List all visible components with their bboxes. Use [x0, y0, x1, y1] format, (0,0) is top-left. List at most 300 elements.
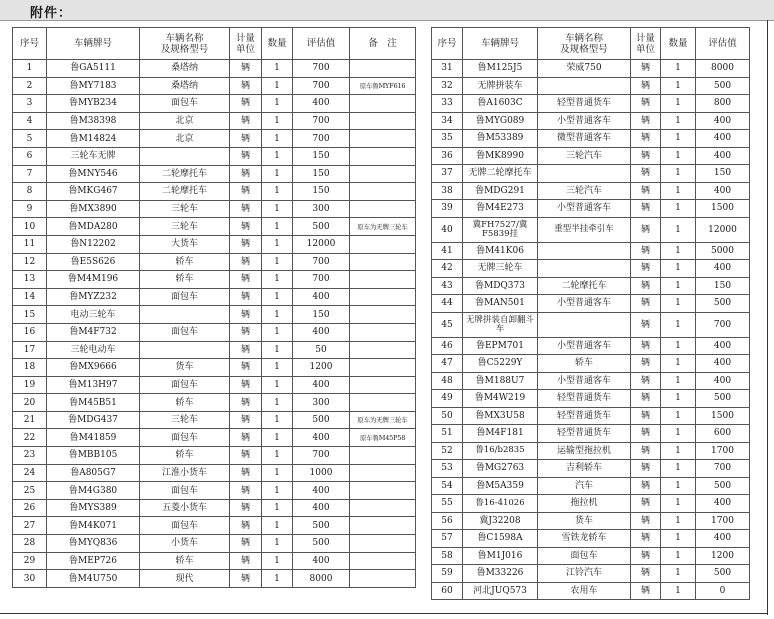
table-row	[13, 341, 416, 359]
cell-unit: 辆	[631, 217, 661, 242]
cell-plate: 鲁M4W219	[463, 390, 538, 408]
cell-value: 400	[293, 429, 350, 447]
cell-qty: 1	[661, 337, 696, 355]
cell-unit: 辆	[631, 565, 661, 583]
cell-value: 150	[696, 165, 750, 183]
cell-qty: 1	[661, 460, 696, 478]
cell-model: 三轮车	[140, 200, 230, 218]
cell-value: 400	[293, 323, 350, 341]
col-header-seq: 序号	[432, 28, 463, 60]
cell-qty: 1	[661, 165, 696, 183]
cell-remark	[350, 359, 416, 377]
cell-value: 400	[696, 530, 750, 548]
cell-model	[538, 77, 631, 95]
cell-unit: 辆	[631, 407, 661, 425]
cell-no: 51	[432, 425, 463, 443]
cell-qty: 1	[262, 306, 293, 324]
cell-value: 150	[293, 147, 350, 165]
table-row	[13, 288, 416, 306]
cell-qty: 1	[262, 130, 293, 148]
cell-model: 三轮汽车	[538, 182, 631, 200]
cell-no: 58	[432, 547, 463, 565]
table-row	[13, 218, 416, 236]
cell-qty: 1	[262, 147, 293, 165]
table-row	[13, 253, 416, 271]
cell-no: 6	[13, 147, 47, 165]
col-header-unit: 计量 单位	[230, 28, 262, 60]
table-row	[432, 130, 750, 148]
table-row	[432, 425, 750, 443]
cell-model: 荣威750	[538, 60, 631, 78]
table-row	[432, 495, 750, 513]
table-row	[432, 372, 750, 390]
table-row	[432, 200, 750, 218]
cell-remark	[350, 341, 416, 359]
table-row	[13, 552, 416, 570]
col-header-plate: 车辆牌号	[463, 28, 538, 60]
cell-no: 8	[13, 183, 47, 201]
cell-model: 现代	[140, 570, 230, 588]
cell-plate: 鲁M38398	[47, 112, 140, 130]
cell-qty: 1	[262, 95, 293, 113]
cell-model	[538, 242, 631, 260]
table-row	[432, 355, 750, 373]
cell-remark	[350, 147, 416, 165]
table-row	[432, 312, 750, 337]
cell-qty: 1	[661, 372, 696, 390]
cell-no: 16	[13, 323, 47, 341]
cell-no: 1	[13, 60, 47, 78]
cell-unit: 辆	[230, 535, 262, 553]
cell-value: 700	[293, 60, 350, 78]
table-row	[13, 60, 416, 78]
cell-unit: 辆	[631, 277, 661, 295]
cell-model: 五菱小货车	[140, 499, 230, 517]
table-row	[432, 390, 750, 408]
cell-no: 39	[432, 200, 463, 218]
cell-plate: 鲁M13H97	[47, 376, 140, 394]
cell-remark	[350, 447, 416, 465]
table-row	[13, 165, 416, 183]
cell-plate: 无牌二轮摩托车	[463, 165, 538, 183]
cell-qty: 1	[262, 535, 293, 553]
cell-plate: 鲁MYZ232	[47, 288, 140, 306]
cell-unit: 辆	[230, 447, 262, 465]
cell-value: 500	[696, 77, 750, 95]
cell-plate: 无牌拼装自卸翻斗车	[463, 312, 538, 337]
cell-model: 面包车	[140, 323, 230, 341]
cell-unit: 辆	[631, 130, 661, 148]
cell-value: 800	[696, 95, 750, 113]
table-row	[13, 517, 416, 535]
table-row	[13, 323, 416, 341]
cell-remark	[350, 95, 416, 113]
cell-plate: 鲁M45B51	[47, 394, 140, 412]
cell-qty: 1	[262, 447, 293, 465]
cell-no: 52	[432, 442, 463, 460]
cell-unit: 辆	[631, 242, 661, 260]
attachment-title: 附件：	[30, 6, 73, 21]
cell-no: 31	[432, 60, 463, 78]
table-row	[13, 271, 416, 289]
cell-plate: 鲁M4K071	[47, 517, 140, 535]
cell-plate: 鲁MYB234	[47, 95, 140, 113]
table-row	[432, 217, 750, 242]
table-row	[13, 77, 416, 95]
cell-plate: 鲁C1598A	[463, 530, 538, 548]
cell-model: 二轮摩托车	[538, 277, 631, 295]
cell-value: 1000	[293, 464, 350, 482]
cell-model: 拖拉机	[538, 495, 631, 513]
cell-plate: 三轮电动车	[47, 341, 140, 359]
cell-qty: 1	[262, 271, 293, 289]
cell-value: 1500	[696, 407, 750, 425]
cell-remark	[350, 499, 416, 517]
cell-unit: 辆	[631, 147, 661, 165]
cell-qty: 1	[661, 277, 696, 295]
cell-no: 33	[432, 95, 463, 113]
cell-qty: 1	[262, 235, 293, 253]
cell-unit: 辆	[230, 130, 262, 148]
table-row	[432, 477, 750, 495]
cell-qty: 1	[262, 288, 293, 306]
cell-qty: 1	[661, 147, 696, 165]
cell-plate: 冀J32208	[463, 512, 538, 530]
cell-qty: 1	[262, 323, 293, 341]
cell-value: 1200	[293, 359, 350, 377]
cell-plate: 鲁M4M196	[47, 271, 140, 289]
table-row	[13, 95, 416, 113]
cell-no: 47	[432, 355, 463, 373]
cell-value: 500	[696, 565, 750, 583]
cell-plate: 河北JUQ573	[463, 582, 538, 600]
cell-remark	[350, 552, 416, 570]
cell-value: 400	[293, 552, 350, 570]
cell-plate: 鲁MEP726	[47, 552, 140, 570]
cell-unit: 辆	[631, 260, 661, 278]
col-header-seq: 序号	[13, 28, 47, 60]
cell-no: 15	[13, 306, 47, 324]
cell-model: 货车	[538, 512, 631, 530]
cell-model: 货车	[140, 359, 230, 377]
cell-qty: 1	[661, 390, 696, 408]
cell-unit: 辆	[631, 442, 661, 460]
cell-no: 37	[432, 165, 463, 183]
cell-qty: 1	[661, 182, 696, 200]
cell-plate: 鲁E5S626	[47, 253, 140, 271]
cell-value: 0	[696, 582, 750, 600]
cell-no: 35	[432, 130, 463, 148]
cell-qty: 1	[661, 200, 696, 218]
cell-plate: 鲁EPM701	[463, 337, 538, 355]
cell-qty: 1	[661, 495, 696, 513]
cell-model: 轿车	[140, 253, 230, 271]
cell-unit: 辆	[631, 60, 661, 78]
cell-plate: 鲁C5229Y	[463, 355, 538, 373]
cell-unit: 辆	[631, 477, 661, 495]
cell-value: 500	[293, 517, 350, 535]
table-row	[432, 147, 750, 165]
cell-unit: 辆	[230, 253, 262, 271]
cell-value: 300	[293, 394, 350, 412]
cell-value: 500	[293, 411, 350, 429]
cell-plate: 鲁M53389	[463, 130, 538, 148]
cell-remark	[350, 165, 416, 183]
cell-plate: 鲁A805G7	[47, 464, 140, 482]
table-row	[432, 407, 750, 425]
cell-plate: 鲁MDA280	[47, 218, 140, 236]
cell-qty: 1	[661, 530, 696, 548]
cell-qty: 1	[661, 112, 696, 130]
col-header-plate: 车辆牌号	[47, 28, 140, 60]
cell-model: 面包车	[140, 288, 230, 306]
cell-unit: 辆	[631, 547, 661, 565]
cell-plate: 电动三轮车	[47, 306, 140, 324]
cell-value: 150	[293, 183, 350, 201]
cell-unit: 辆	[631, 182, 661, 200]
table-row	[432, 337, 750, 355]
cell-qty: 1	[661, 565, 696, 583]
cell-no: 17	[13, 341, 47, 359]
cell-no: 19	[13, 376, 47, 394]
cell-value: 500	[696, 477, 750, 495]
table-row	[13, 429, 416, 447]
cell-model	[538, 312, 631, 337]
cell-no: 36	[432, 147, 463, 165]
cell-unit: 辆	[230, 429, 262, 447]
cell-no: 5	[13, 130, 47, 148]
table-row	[432, 60, 750, 78]
cell-no: 3	[13, 95, 47, 113]
cell-model: 二轮摩托车	[140, 183, 230, 201]
cell-model: 江铃汽车	[538, 565, 631, 583]
col-header-unit: 计量 单位	[631, 28, 661, 60]
page-border-right	[767, 20, 768, 615]
cell-qty: 1	[661, 260, 696, 278]
cell-value: 300	[293, 200, 350, 218]
cell-model: 运输型拖拉机	[538, 442, 631, 460]
cell-no: 45	[432, 312, 463, 337]
cell-qty: 1	[661, 60, 696, 78]
cell-no: 22	[13, 429, 47, 447]
cell-value: 400	[696, 130, 750, 148]
cell-no: 23	[13, 447, 47, 465]
cell-unit: 辆	[230, 464, 262, 482]
cell-value: 150	[293, 306, 350, 324]
cell-remark	[350, 464, 416, 482]
cell-value: 700	[293, 112, 350, 130]
cell-no: 54	[432, 477, 463, 495]
cell-unit: 辆	[631, 460, 661, 478]
cell-value: 500	[696, 390, 750, 408]
cell-no: 18	[13, 359, 47, 377]
cell-no: 50	[432, 407, 463, 425]
col-header-value: 评估值	[293, 28, 350, 60]
cell-value: 700	[293, 271, 350, 289]
cell-no: 43	[432, 277, 463, 295]
cell-plate: 无牌三轮车	[463, 260, 538, 278]
cell-plate: 冀FH7527/冀F5839挂	[463, 217, 538, 242]
cell-remark	[350, 235, 416, 253]
cell-qty: 1	[262, 77, 293, 95]
cell-qty: 1	[661, 95, 696, 113]
cell-no: 13	[13, 271, 47, 289]
cell-qty: 1	[262, 183, 293, 201]
cell-model	[538, 165, 631, 183]
cell-no: 2	[13, 77, 47, 95]
table-row	[432, 242, 750, 260]
cell-no: 25	[13, 482, 47, 500]
cell-no: 12	[13, 253, 47, 271]
cell-remark	[350, 535, 416, 553]
cell-qty: 1	[262, 517, 293, 535]
cell-model: 轻型普通货车	[538, 407, 631, 425]
cell-plate: 鲁MDG291	[463, 182, 538, 200]
cell-unit: 辆	[631, 425, 661, 443]
cell-plate: 鲁M41K06	[463, 242, 538, 260]
cell-remark	[350, 394, 416, 412]
cell-model	[140, 306, 230, 324]
col-header-model: 车辆名称 及规格型号	[140, 28, 230, 60]
cell-no: 27	[13, 517, 47, 535]
cell-model: 微型普通客车	[538, 130, 631, 148]
cell-model	[538, 260, 631, 278]
cell-unit: 辆	[230, 60, 262, 78]
cell-model: 轿车	[140, 271, 230, 289]
cell-unit: 辆	[230, 394, 262, 412]
cell-unit: 辆	[631, 530, 661, 548]
cell-value: 400	[696, 182, 750, 200]
cell-qty: 1	[661, 355, 696, 373]
cell-model: 江淮小货车	[140, 464, 230, 482]
col-header-remark: 备 注	[350, 28, 416, 60]
cell-no: 57	[432, 530, 463, 548]
cell-model: 桑塔纳	[140, 77, 230, 95]
table-row	[432, 77, 750, 95]
cell-unit: 辆	[230, 341, 262, 359]
cell-value: 400	[696, 495, 750, 513]
cell-value: 400	[696, 260, 750, 278]
cell-unit: 辆	[230, 165, 262, 183]
cell-unit: 辆	[631, 582, 661, 600]
table-row	[13, 482, 416, 500]
cell-qty: 1	[661, 582, 696, 600]
table-row	[13, 359, 416, 377]
cell-model: 轻型普通货车	[538, 425, 631, 443]
cell-unit: 辆	[631, 77, 661, 95]
cell-unit: 辆	[230, 306, 262, 324]
cell-unit: 辆	[631, 295, 661, 313]
cell-plate: 鲁M41859	[47, 429, 140, 447]
cell-remark: 原车鲁M45P58	[350, 429, 416, 447]
col-header-model: 车辆名称 及规格型号	[538, 28, 631, 60]
cell-no: 24	[13, 464, 47, 482]
cell-unit: 辆	[230, 411, 262, 429]
cell-remark	[350, 183, 416, 201]
cell-no: 11	[13, 235, 47, 253]
cell-qty: 1	[262, 570, 293, 588]
cell-plate: 鲁GA5111	[47, 60, 140, 78]
cell-model: 三轮汽车	[538, 147, 631, 165]
table-row	[13, 306, 416, 324]
cell-model: 轻型普通货车	[538, 95, 631, 113]
table-row	[13, 535, 416, 553]
cell-value: 1500	[696, 200, 750, 218]
cell-no: 26	[13, 499, 47, 517]
cell-plate: 鲁N12202	[47, 235, 140, 253]
table-row	[13, 130, 416, 148]
cell-unit: 辆	[230, 517, 262, 535]
table-row	[432, 547, 750, 565]
cell-unit: 辆	[631, 495, 661, 513]
cell-qty: 1	[262, 499, 293, 517]
table-row	[13, 376, 416, 394]
cell-plate: 鲁M33226	[463, 565, 538, 583]
cell-no: 48	[432, 372, 463, 390]
cell-unit: 辆	[631, 337, 661, 355]
page-border-bottom	[0, 613, 768, 614]
cell-plate: 鲁MKG467	[47, 183, 140, 201]
cell-plate: 鲁MNY546	[47, 165, 140, 183]
cell-plate: 鲁MBB105	[47, 447, 140, 465]
left-table-body	[13, 60, 416, 588]
cell-no: 20	[13, 394, 47, 412]
table-row	[432, 165, 750, 183]
table-row	[432, 295, 750, 313]
cell-no: 29	[13, 552, 47, 570]
cell-qty: 1	[262, 200, 293, 218]
cell-remark	[350, 323, 416, 341]
cell-model: 农用车	[538, 582, 631, 600]
cell-unit: 辆	[230, 482, 262, 500]
table-row	[13, 147, 416, 165]
table-row	[13, 200, 416, 218]
cell-plate: 鲁MDG437	[47, 411, 140, 429]
cell-unit: 辆	[631, 165, 661, 183]
cell-unit: 辆	[631, 390, 661, 408]
cell-unit: 辆	[631, 200, 661, 218]
table-row	[432, 112, 750, 130]
cell-qty: 1	[262, 464, 293, 482]
cell-qty: 1	[661, 512, 696, 530]
cell-qty: 1	[262, 60, 293, 78]
cell-value: 500	[293, 535, 350, 553]
cell-plate: 无牌拼装车	[463, 77, 538, 95]
cell-unit: 辆	[631, 95, 661, 113]
cell-model: 小型普通客车	[538, 295, 631, 313]
table-row	[432, 460, 750, 478]
cell-no: 56	[432, 512, 463, 530]
cell-remark	[350, 482, 416, 500]
cell-qty: 1	[661, 130, 696, 148]
cell-value: 700	[696, 312, 750, 337]
cell-plate: 鲁MG2763	[463, 460, 538, 478]
cell-model: 重型半挂牵引车	[538, 217, 631, 242]
cell-plate: 鲁A1603C	[463, 95, 538, 113]
cell-qty: 1	[661, 242, 696, 260]
cell-remark	[350, 271, 416, 289]
cell-model	[140, 341, 230, 359]
cell-no: 21	[13, 411, 47, 429]
cell-unit: 辆	[230, 499, 262, 517]
cell-value: 150	[293, 165, 350, 183]
cell-plate: 鲁M4E273	[463, 200, 538, 218]
table-row	[13, 183, 416, 201]
cell-model: 轿车	[140, 394, 230, 412]
cell-value: 400	[293, 376, 350, 394]
table-row	[13, 447, 416, 465]
cell-model: 吉利轿车	[538, 460, 631, 478]
